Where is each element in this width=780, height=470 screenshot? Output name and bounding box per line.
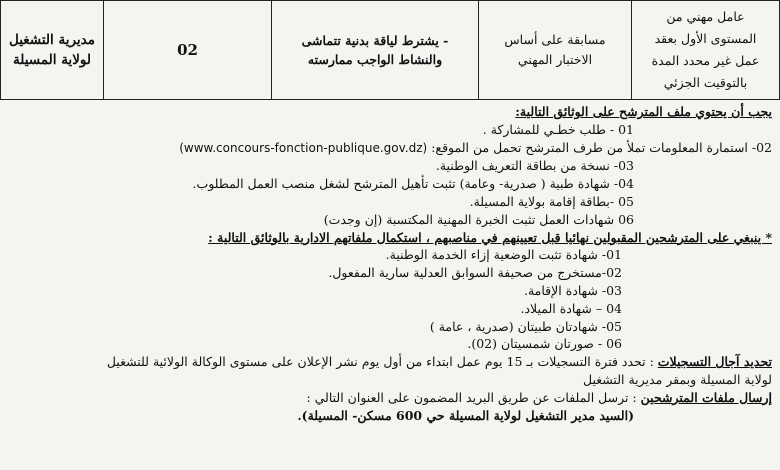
job-line-1: عامل مهني من <box>666 9 745 24</box>
directorate-line-2: لولاية المسيلة <box>13 52 91 68</box>
postal-address: (السيد مدير التشغيل لولاية المسيلة حي 600 مسكن- المسيلة). <box>297 407 634 423</box>
sending-paragraph: إرسال ملفات المترشحين : ترسل الملفات عن طريق البريد المضمون على العنوان التالي : <box>306 389 772 405</box>
list-item: 05 -بطاقة إقامة بولاية المسيلة. <box>469 193 634 209</box>
positions-table <box>0 0 780 100</box>
documents-heading: يجب أن يحتوي ملف المترشح على الوثائق التالية: <box>515 104 772 119</box>
deadline-paragraph-2: لولاية المسيلة وبمقر مديرية التشغيل <box>583 371 772 387</box>
sending-label: إرسال ملفات المترشحين <box>640 389 772 405</box>
mode-cell <box>479 1 632 100</box>
requirement-line-1: - يشترط لياقة بدنية تتماشى <box>301 33 449 48</box>
list-item: 01- شهادة تثبت الوضعية إزاء الخدمة الوطنية. <box>385 247 622 263</box>
list-item: 04- شهادة طبية ( صدرية- وعامة) تثبت تأهيل المترشح لشغل منصب العمل المطلوب. <box>192 176 634 192</box>
requirement-dash: - <box>443 33 449 48</box>
list-item: 06 - صورتان شمسيتان (02). <box>467 336 622 352</box>
website-url: (www.concours-fonction-publique.gov.dz) <box>179 140 428 155</box>
job-line-2: المستوى الأول بعقد <box>654 31 757 46</box>
deadline-label: تحديد آجال التسجيلات <box>657 354 772 370</box>
count-cell: 02 <box>104 1 272 100</box>
accepted-heading: * ينبغي على المترشحين المقبولين نهائيا قبل تعيينهم في مناصبهم ، استكمال ملفاتهم الادارية بالوثائق التالية : <box>208 229 772 245</box>
list-item: 03- شهادة الإقامة. <box>524 282 622 298</box>
job-cell <box>632 1 780 100</box>
announcement-body <box>6 103 772 424</box>
job-line-4: بالتوقيت الجزئي <box>663 75 748 90</box>
job-line-3: عمل غير محدد المدة <box>651 53 760 68</box>
list-item: 02- استمارة المعلومات تملأ من طرف المترشح تحمل من الموقع: (www.concours-fonction-publique.gov.dz) <box>179 139 772 155</box>
list-item: 01 - طلب خطـي للمشاركة . <box>482 121 634 137</box>
requirement-line-2: والنشاط الواجب ممارسته <box>307 52 443 67</box>
mode-line-2: الاختبار المهني <box>517 52 593 67</box>
requirement-cell <box>272 1 479 100</box>
list-item: 02-مستخرج من صحيفة السوابق العدلية سارية المفعول. <box>328 265 622 281</box>
directorate-cell <box>1 1 104 100</box>
list-item: 05- شهادتان طبيتان (صدرية ، عامة ) <box>429 318 622 334</box>
deadline-paragraph: تحديد آجال التسجيلات : تحدد فترة التسجيلات بـ 15 يوم عمل ابتداء من أول يوم نشر الإعلان على مستوى الوكالة الولائية للتشغيل <box>106 354 772 370</box>
mode-line-1: مسابقة على أساس <box>504 32 606 47</box>
directorate-line-1: مديرية التشغيل <box>8 32 95 48</box>
table-row <box>1 1 780 100</box>
list-item: 04 – شهادة الميلاد. <box>520 300 622 316</box>
list-item: 03- نسخة من بطاقة التعريف الوطنية. <box>435 158 634 174</box>
list-item: 06 شهادات العمل تثبت الخبرة المهنية المكتسبة (إن وجدت) <box>323 211 634 227</box>
